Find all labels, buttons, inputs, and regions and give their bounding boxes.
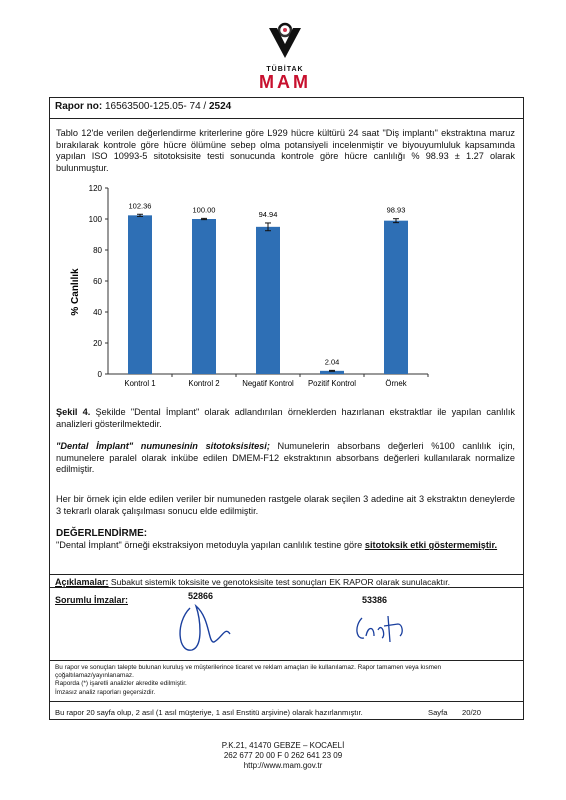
x-tick-label: Kontrol 2 bbox=[188, 379, 220, 388]
signature-2 bbox=[352, 612, 412, 646]
tubitak-mam-logo bbox=[250, 20, 320, 90]
divider bbox=[50, 660, 523, 661]
page-info: Bu rapor 20 sayfa olup, 2 asıl (1 asıl müşteriye, 1 asıl Enstitü arşivine) olarak hazırlanmıştır. bbox=[55, 708, 363, 717]
disclaimer bbox=[55, 664, 510, 697]
cytotoxicity-text: Numunelerin absorbans değerleri %100 canlılık için, numunelere paralel olarak inkübe edilen DMEM-F12 ekstraktının absorbans değerleri kullanılarak normalize edilmiştir. bbox=[56, 441, 515, 475]
divider bbox=[50, 701, 523, 702]
y-tick-label: 80 bbox=[93, 246, 102, 255]
intro-paragraph: Tablo 12'de verilen değerlendirme kriterlerine göre L929 hücre kültürü 24 saat "Diş implantı" ekstraktına maruz bırakılarak kontrole göre hücre ölümüne sebep olma potansiyeli incelenmiştir ve biyouyumluluk kapsamında yapılan ISO 10993-5 sitotoksisite testi sonucunda kontrole göre hücre canlılığı % 98.93 ± 1.27 olarak bulunmuştur. bbox=[56, 128, 515, 173]
cytotoxicity-paragraph bbox=[56, 441, 515, 476]
data-label: 94.94 bbox=[258, 209, 278, 219]
report-number bbox=[55, 101, 231, 112]
x-tick-label: Pozitif Kontrol bbox=[307, 379, 357, 388]
bar bbox=[128, 215, 152, 374]
y-tick-label: 60 bbox=[93, 277, 102, 286]
disclaimer-line: Raporda (*) işaretli analizler akredite edilmiştir. bbox=[55, 680, 187, 688]
notes-row bbox=[55, 577, 450, 587]
disclaimer-line: Bu rapor ve sonuçları talepte bulunan kuruluş ve müşterilerince ticaret ve reklam amaçları ile kullanılamaz. Rapor tamamen veya kısmen çoğaltılamaz/yayınlanamaz. bbox=[55, 664, 442, 680]
data-label: 2.04 bbox=[324, 357, 340, 367]
org-name: TÜBİTAK bbox=[266, 66, 304, 73]
report-label: Rapor no: bbox=[55, 101, 103, 112]
notes-text: Subakut sistemik toksisite ve genotoksisite test sonuçları EK RAPOR olarak sunulacaktır. bbox=[108, 577, 451, 587]
data-label: 102.36 bbox=[128, 201, 152, 211]
y-axis-label: % Canlılık bbox=[70, 268, 81, 316]
bar bbox=[192, 219, 216, 374]
signature-1 bbox=[170, 598, 240, 658]
evaluation-heading: DEĞERLENDİRME: bbox=[56, 528, 148, 539]
page-number: 20/20 bbox=[462, 708, 482, 717]
evaluation-text: "Dental İmplant" örneği ekstraksiyon metoduyla yapılan canlılık testine göre bbox=[56, 540, 365, 550]
mam-wordmark: MAM bbox=[259, 72, 311, 92]
y-tick-label: 100 bbox=[88, 215, 102, 224]
bar bbox=[256, 227, 280, 374]
x-tick-label: Negatif Kontrol bbox=[242, 379, 294, 388]
footer-address: P.K.21, 41470 GEBZE – KOCAELİ bbox=[221, 741, 345, 750]
footer bbox=[0, 741, 566, 771]
y-tick-label: 20 bbox=[93, 339, 102, 348]
divider bbox=[50, 587, 523, 588]
notes-label: Açıklamalar: bbox=[55, 577, 109, 587]
x-tick-label: Örnek bbox=[385, 379, 407, 388]
y-tick-label: 40 bbox=[93, 308, 102, 317]
y-tick-label: 0 bbox=[97, 370, 102, 379]
signature-id-1: 52866 bbox=[188, 591, 214, 601]
evaluation-paragraph bbox=[56, 540, 515, 552]
tubitak-emblem-icon bbox=[267, 20, 303, 60]
report-number-main: 16563500-125.05- 74 / bbox=[105, 101, 207, 112]
figure-text: Şekilde "Dental İmplant" olarak adlandırılan örneklerden hazırlanan ekstraktlar ile yapılan canlılık analizleri gösterilmektedir. bbox=[56, 407, 515, 429]
viability-bar-chart bbox=[56, 180, 516, 398]
divider bbox=[50, 118, 523, 119]
bar bbox=[384, 221, 408, 374]
data-label: 100.00 bbox=[192, 205, 216, 215]
figure-caption bbox=[56, 407, 515, 430]
disclaimer-line: İmzasız analiz raporları geçersizdir. bbox=[55, 688, 156, 696]
divider bbox=[50, 574, 523, 575]
data-label: 98.93 bbox=[386, 205, 406, 215]
signatures-label: Sorumlu İmzalar: bbox=[55, 595, 129, 605]
repeat-paragraph: Her bir örnek için elde edilen veriler bir numuneden rastgele olarak seçilen 3 adedine ait 3 ekstraktın deneylerde 3 tekrarlı olarak çalışılması sonucu elde edilmiştir. bbox=[56, 494, 515, 516]
page-label: Sayfa bbox=[428, 708, 448, 717]
figure-label: Şekil 4. bbox=[56, 407, 91, 417]
y-tick-label: 120 bbox=[88, 184, 102, 193]
report-number-suffix: 2524 bbox=[208, 101, 232, 112]
x-tick-label: Kontrol 1 bbox=[124, 379, 156, 388]
footer-phone: 262 677 20 00 F 0 262 641 23 09 bbox=[223, 751, 343, 760]
footer-web: http://www.mam.gov.tr bbox=[243, 761, 323, 770]
cytotoxicity-title: "Dental İmplant" numunesinin sitotoksisitesi; bbox=[56, 441, 270, 451]
evaluation-conclusion: sitotoksik etki göstermemiştir. bbox=[364, 540, 498, 550]
signature-id-2: 53386 bbox=[362, 595, 388, 605]
